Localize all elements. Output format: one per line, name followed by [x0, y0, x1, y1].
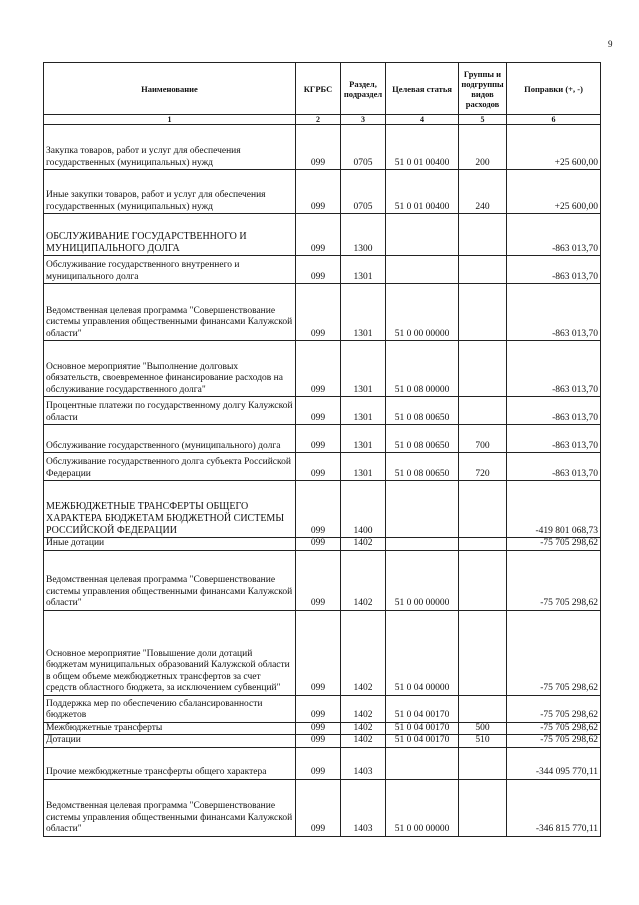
row-kgrbs: 099 — [296, 550, 341, 610]
column-number: 2 — [296, 115, 341, 125]
row-kgrbs: 099 — [296, 125, 341, 170]
table-row — [44, 538, 601, 551]
row-amount: -75 705 298,62 — [507, 550, 601, 610]
row-section: 1402 — [341, 735, 386, 748]
table-row — [44, 170, 601, 214]
row-group: 720 — [459, 453, 507, 481]
row-amount: -75 705 298,62 — [507, 695, 601, 722]
row-kgrbs: 099 — [296, 397, 341, 425]
row-target: 51 0 04 00170 — [386, 735, 459, 748]
row-group — [459, 779, 507, 836]
row-kgrbs: 099 — [296, 481, 341, 538]
row-section: 1402 — [341, 695, 386, 722]
row-target: 51 0 08 00650 — [386, 453, 459, 481]
row-amount: -75 705 298,62 — [507, 538, 601, 551]
row-name: Ведомственная целевая программа "Совершенствование системы управления общественными финансами Калужской области" — [44, 550, 296, 610]
table-row — [44, 779, 601, 836]
row-amount: -75 705 298,62 — [507, 610, 601, 695]
table-row — [44, 256, 601, 284]
row-kgrbs: 099 — [296, 747, 341, 779]
row-amount: -863 013,70 — [507, 397, 601, 425]
column-header-kgrbs: КГРБС — [296, 63, 341, 115]
column-number: 6 — [507, 115, 601, 125]
row-kgrbs: 099 — [296, 695, 341, 722]
row-kgrbs: 099 — [296, 284, 341, 341]
row-section: 1402 — [341, 538, 386, 551]
row-name: МЕЖБЮДЖЕТНЫЕ ТРАНСФЕРТЫ ОБЩЕГО ХАРАКТЕРА БЮДЖЕТАМ БЮДЖЕТНОЙ СИСТЕМЫ РОССИЙСКОЙ ФЕДЕРАЦИИ — [44, 481, 296, 538]
row-target: 51 0 00 00000 — [386, 550, 459, 610]
row-target — [386, 747, 459, 779]
table-row — [44, 747, 601, 779]
row-section: 0705 — [341, 170, 386, 214]
row-kgrbs: 099 — [296, 722, 341, 735]
row-section: 1403 — [341, 747, 386, 779]
column-header-section: Раздел, подраздел — [341, 63, 386, 115]
row-name: Обслуживание государственного внутреннего и муниципального долга — [44, 256, 296, 284]
row-name: Иные дотации — [44, 538, 296, 551]
row-section: 1301 — [341, 453, 386, 481]
table-row — [44, 125, 601, 170]
row-amount: -863 013,70 — [507, 256, 601, 284]
row-kgrbs: 099 — [296, 425, 341, 453]
row-target: 51 0 04 00170 — [386, 695, 459, 722]
row-target — [386, 538, 459, 551]
row-target: 51 0 04 00170 — [386, 722, 459, 735]
row-group — [459, 747, 507, 779]
row-amount: -75 705 298,62 — [507, 735, 601, 748]
row-target: 51 0 08 00000 — [386, 341, 459, 397]
row-amount: -419 801 068,73 — [507, 481, 601, 538]
row-amount: -863 013,70 — [507, 341, 601, 397]
row-amount: -863 013,70 — [507, 453, 601, 481]
row-group — [459, 256, 507, 284]
row-kgrbs: 099 — [296, 538, 341, 551]
header-row — [44, 63, 601, 115]
row-amount: -863 013,70 — [507, 284, 601, 341]
row-amount: +25 600,00 — [507, 125, 601, 170]
table-row — [44, 722, 601, 735]
row-kgrbs: 099 — [296, 735, 341, 748]
row-name: Ведомственная целевая программа "Совершенствование системы управления общественными финансами Калужской области" — [44, 284, 296, 341]
column-number: 1 — [44, 115, 296, 125]
row-kgrbs: 099 — [296, 170, 341, 214]
row-name: Обслуживание государственного долга субъекта Российской Федерации — [44, 453, 296, 481]
row-group — [459, 695, 507, 722]
table-row — [44, 425, 601, 453]
row-name: Прочие межбюджетные трансферты общего характера — [44, 747, 296, 779]
row-target: 51 0 01 00400 — [386, 170, 459, 214]
column-number: 5 — [459, 115, 507, 125]
column-number-row — [44, 115, 601, 125]
row-target: 51 0 00 00000 — [386, 779, 459, 836]
budget-amendments-table — [43, 62, 601, 837]
row-section: 1301 — [341, 341, 386, 397]
row-section: 1301 — [341, 397, 386, 425]
row-section: 1402 — [341, 610, 386, 695]
row-group — [459, 214, 507, 256]
row-name: Основное мероприятие "Повышение доли дотаций бюджетам муниципальных образований Калужской области в общем объеме межбюджетных трансфертов за счет средств областного бюджета, за исключением субвенций" — [44, 610, 296, 695]
row-target — [386, 481, 459, 538]
table-row — [44, 550, 601, 610]
column-header-amendments: Поправки (+, -) — [507, 63, 601, 115]
row-name: Иные закупки товаров, работ и услуг для обеспечения государственных (муниципальных) нужд — [44, 170, 296, 214]
table-row — [44, 284, 601, 341]
row-amount: -863 013,70 — [507, 425, 601, 453]
row-kgrbs: 099 — [296, 453, 341, 481]
row-target: 51 0 08 00650 — [386, 397, 459, 425]
row-section: 1301 — [341, 256, 386, 284]
row-section: 1400 — [341, 481, 386, 538]
row-kgrbs: 099 — [296, 610, 341, 695]
row-kgrbs: 099 — [296, 214, 341, 256]
row-group: 240 — [459, 170, 507, 214]
row-amount: +25 600,00 — [507, 170, 601, 214]
row-group — [459, 550, 507, 610]
row-target: 51 0 00 00000 — [386, 284, 459, 341]
row-amount: -863 013,70 — [507, 214, 601, 256]
row-group — [459, 610, 507, 695]
row-section: 1301 — [341, 284, 386, 341]
row-name: Поддержка мер по обеспечению сбалансированности бюджетов — [44, 695, 296, 722]
row-name: Процентные платежи по государственному долгу Калужской области — [44, 397, 296, 425]
row-group — [459, 284, 507, 341]
page-number: 9 — [608, 39, 613, 49]
row-section: 1300 — [341, 214, 386, 256]
row-target — [386, 214, 459, 256]
row-section: 1403 — [341, 779, 386, 836]
row-amount: -344 095 770,11 — [507, 747, 601, 779]
table-row — [44, 610, 601, 695]
row-name: Обслуживание государственного (муниципального) долга — [44, 425, 296, 453]
row-kgrbs: 099 — [296, 341, 341, 397]
row-kgrbs: 099 — [296, 779, 341, 836]
table-row — [44, 397, 601, 425]
row-section: 1301 — [341, 425, 386, 453]
row-target: 51 0 08 00650 — [386, 425, 459, 453]
column-number: 4 — [386, 115, 459, 125]
row-amount: -346 815 770,11 — [507, 779, 601, 836]
column-number: 3 — [341, 115, 386, 125]
row-name: Дотации — [44, 735, 296, 748]
row-kgrbs: 099 — [296, 256, 341, 284]
row-name: Межбюджетные трансферты — [44, 722, 296, 735]
row-section: 0705 — [341, 125, 386, 170]
table-row — [44, 695, 601, 722]
row-target: 51 0 01 00400 — [386, 125, 459, 170]
row-name: ОБСЛУЖИВАНИЕ ГОСУДАРСТВЕННОГО И МУНИЦИПАЛЬНОГО ДОЛГА — [44, 214, 296, 256]
row-group: 500 — [459, 722, 507, 735]
row-group: 700 — [459, 425, 507, 453]
column-header-name: Наименование — [44, 63, 296, 115]
row-group — [459, 397, 507, 425]
row-group: 510 — [459, 735, 507, 748]
table-row — [44, 214, 601, 256]
row-amount: -75 705 298,62 — [507, 722, 601, 735]
row-group: 200 — [459, 125, 507, 170]
row-target — [386, 256, 459, 284]
table-row — [44, 735, 601, 748]
row-group — [459, 538, 507, 551]
row-group — [459, 481, 507, 538]
row-name: Ведомственная целевая программа "Совершенствование системы управления общественными финансами Калужской области" — [44, 779, 296, 836]
table-row — [44, 453, 601, 481]
row-section: 1402 — [341, 550, 386, 610]
column-header-target: Целевая статья — [386, 63, 459, 115]
row-section: 1402 — [341, 722, 386, 735]
row-group — [459, 341, 507, 397]
row-name: Закупка товаров, работ и услуг для обеспечения государственных (муниципальных) нужд — [44, 125, 296, 170]
column-header-groups: Группы и подгруппы видов расходов — [459, 63, 507, 115]
table-row — [44, 481, 601, 538]
table-row — [44, 341, 601, 397]
row-name: Основное мероприятие "Выполнение долговых обязательств, своевременное финансирование расходов на обслуживание государственного долга" — [44, 341, 296, 397]
row-target: 51 0 04 00000 — [386, 610, 459, 695]
